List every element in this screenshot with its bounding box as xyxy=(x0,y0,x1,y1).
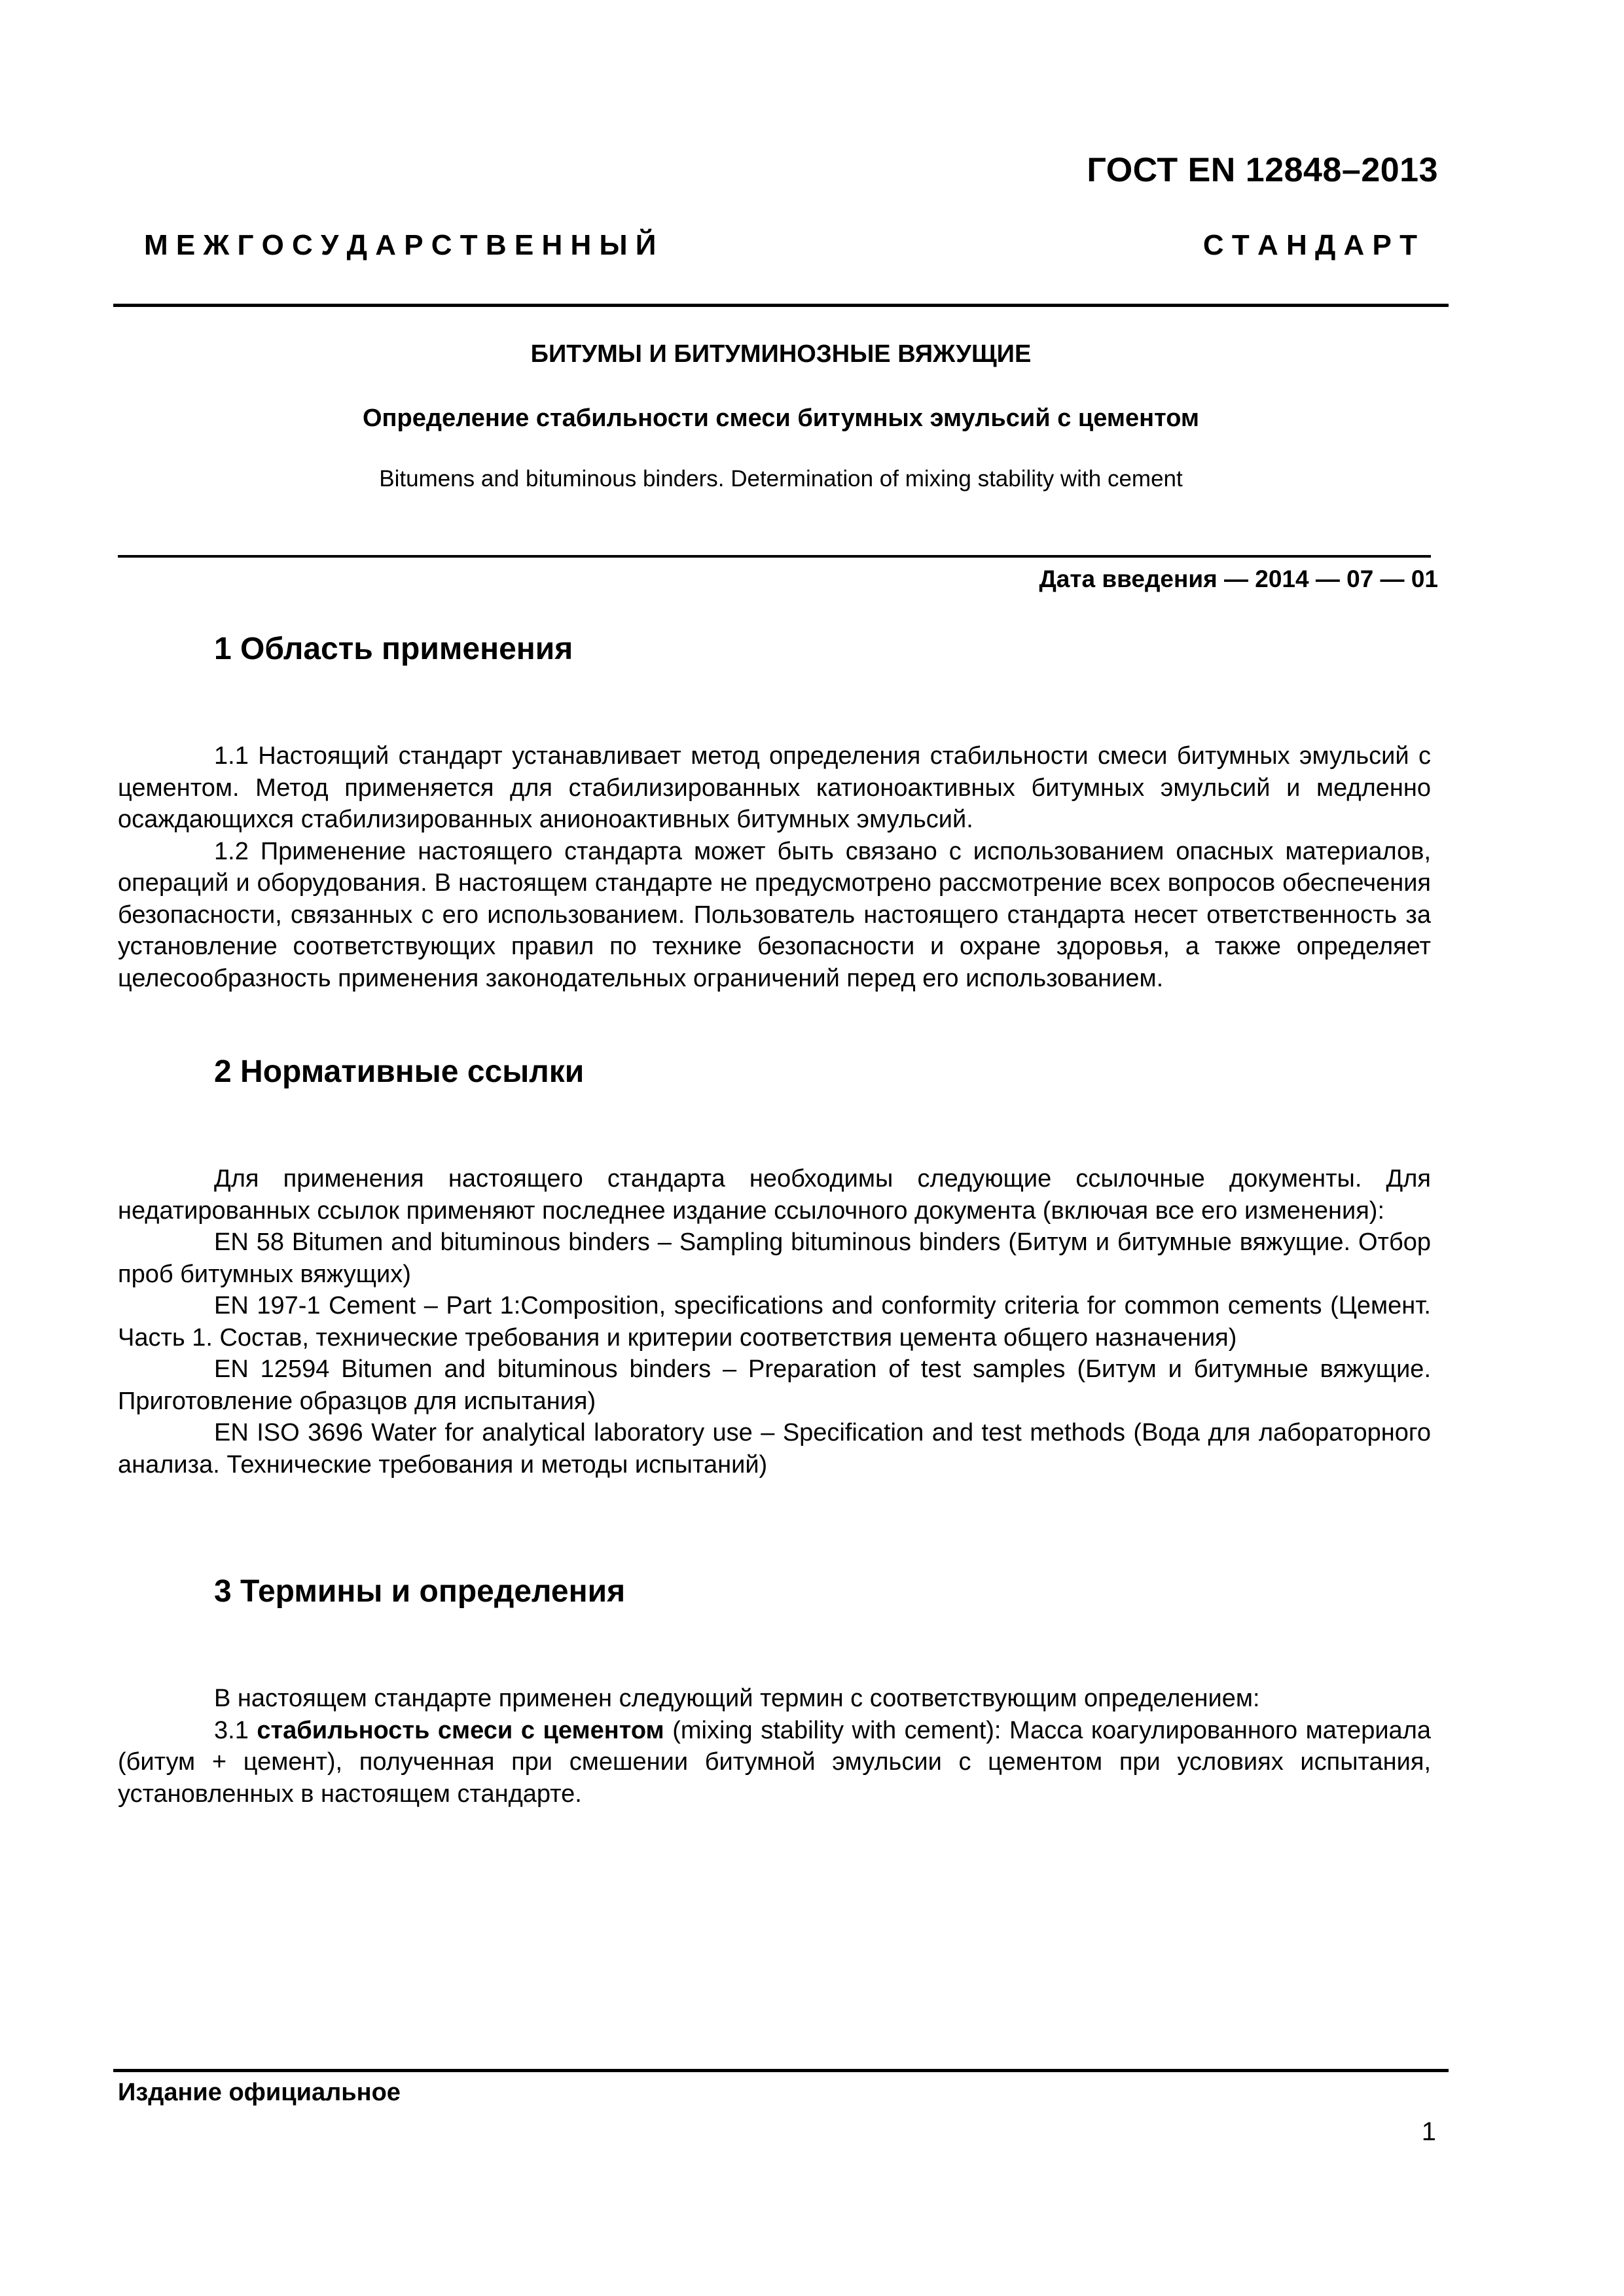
document-subtitle: Определение стабильности смеси битумных эмульсий с цементом xyxy=(362,404,1200,432)
footer-divider xyxy=(113,2069,1449,2072)
section-heading-terms: 3 Термины и определения xyxy=(214,1574,626,1609)
section-body-terms xyxy=(118,1683,1431,1810)
interstate-standard-label xyxy=(144,229,1417,262)
reference-item: EN 58 Bitumen and bituminous binders – Sampling bituminous binders (Битум и битумные вяжущие. Отбор проб битумных вяжущих) xyxy=(118,1229,1431,1288)
definition-number: 3.1 xyxy=(214,1716,249,1744)
document-title: БИТУМЫ И БИТУМИНОЗНЫЕ ВЯЖУЩИЕ xyxy=(530,340,1032,368)
section-heading-references: 2 Нормативные ссылки xyxy=(214,1054,585,1089)
header-divider xyxy=(113,304,1449,307)
section-body-references xyxy=(118,1163,1431,1480)
standard-word: С Т А Н Д А Р Т xyxy=(1202,229,1417,261)
introduction-date: Дата введения — 2014 — 07 — 01 xyxy=(1039,565,1438,592)
section-heading-scope: 1 Область применения xyxy=(214,632,573,666)
paragraph: В настоящем стандарте применен следующий термин с соответствующим определением: xyxy=(214,1685,1260,1712)
edition-label: Издание официальное xyxy=(118,2079,401,2106)
paragraph: 1.2 Применение настоящего стандарта может быть связано с использованием опасных материалов, операций и оборудования. В настоящем стандарте не предусмотрено рассмотрение всех вопросов обеспечения безопасности, связанных с его использованием. Пользователь настоящего стандарта несет ответственность за установление соответствующих правил по технике безопасности и охране здоровья, а также определяет целесообразность применения законодательных ограничений перед его использованием. xyxy=(118,837,1431,992)
reference-item: EN ISO 3696 Water for analytical laboratory use – Specification and test methods (Вода для лабораторного анализа. Технические требования и методы испытаний) xyxy=(118,1419,1431,1479)
document-number: ГОСТ EN 12848–2013 xyxy=(1087,151,1438,189)
section-body-scope xyxy=(118,740,1431,994)
title-divider xyxy=(118,555,1431,558)
definition-text: (mixing stability with cement): Масса коагулированного материала (битум + цемент), полученная при смешении битумной эмульсии с цементом при условиях испытания, установленных в настоящем стандарте. xyxy=(118,1716,1431,1808)
interstate-word: М Е Ж Г О С У Д А Р С Т В Е Н Н Ы Й xyxy=(144,229,657,261)
paragraph: Для применения настоящего стандарта необходимы следующие ссылочные документы. Для недатированных ссылок применяют последнее издание ссылочного документа (включая все его изменения): xyxy=(118,1165,1431,1225)
english-title: Bitumens and bituminous binders. Determination of mixing stability with cement xyxy=(379,466,1183,492)
page-number: 1 xyxy=(1421,2117,1436,2146)
reference-item: EN 12594 Bitumen and bituminous binders – Preparation of test samples (Битум и битумные вяжущие. Приготовление образцов для испытания) xyxy=(118,1355,1431,1415)
definition-term: стабильность смеси с цементом xyxy=(257,1716,664,1744)
definition-paragraph xyxy=(118,1715,1431,1810)
paragraph: 1.1 Настоящий стандарт устанавливает метод определения стабильности смеси битумных эмульсий с цементом. Метод применяется для стабилизированных катионоактивных битумных эмульсий и медленно осаждающихся стабилизированных анионоактивных битумных эмульсий. xyxy=(118,742,1431,833)
reference-item: EN 197-1 Cement – Part 1:Composition, specifications and conformity criteria for common cements (Цемент. Часть 1. Состав, технические требования и критерии соответствия цемента общего назначения) xyxy=(118,1292,1431,1352)
